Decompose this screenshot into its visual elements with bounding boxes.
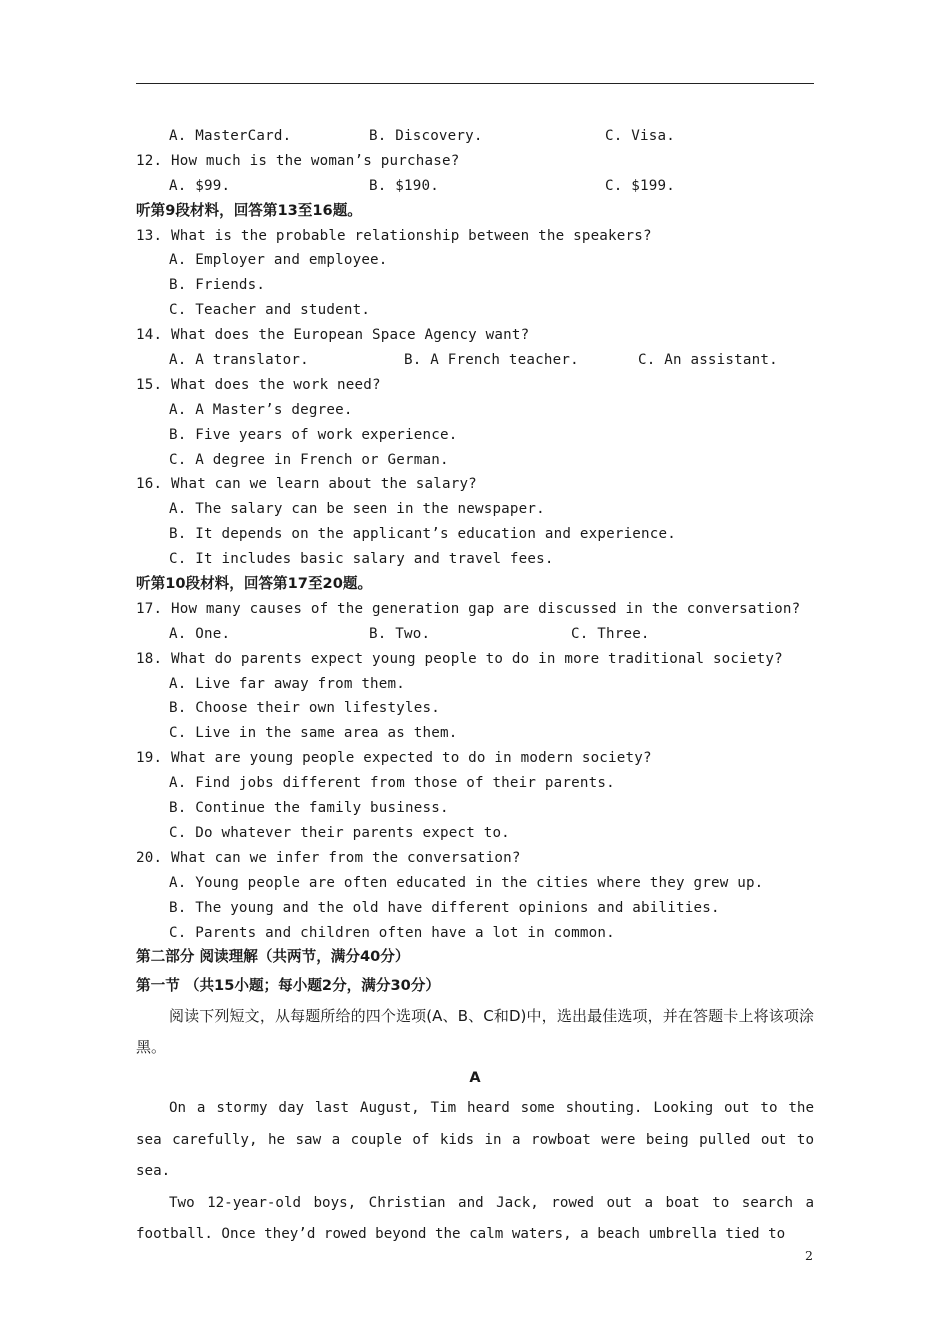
q18-option-a: A. Live far away from them.: [169, 675, 406, 692]
section9-heading: 听第9段材料，回答第13至16题。: [136, 201, 362, 219]
passage-label: A: [469, 1070, 481, 1087]
q17-option-b: B. Two.: [369, 625, 431, 642]
q13-option-a: A. Employer and employee.: [169, 252, 388, 269]
q12-option-c: C. $199.: [605, 177, 675, 194]
q17-option-a: A. One.: [169, 625, 231, 642]
q19-option-b: B. Continue the family business.: [169, 800, 449, 817]
q15-option-a: A. A Master’s degree.: [169, 401, 353, 418]
q13-option-c: C. Teacher and student.: [169, 302, 371, 319]
q12-options: [136, 174, 814, 199]
passage-paragraph-2: Two 12-year-old boys, Christian and Jack, rowed out a boat to search a football. Once they’d rowed beyond the calm waters, a beach umbrella tied to: [136, 1194, 814, 1243]
q16-question: 16. What can we learn about the salary?: [136, 476, 477, 493]
q14-question: 14. What does the European Space Agency want?: [136, 327, 530, 344]
q16-option-b: B. It depends on the applicant’s education and experience.: [169, 526, 677, 543]
q18-option-b: B. Choose their own lifestyles.: [169, 700, 440, 717]
section10-heading: 听第10段材料，回答第17至20题。: [136, 575, 373, 593]
q14-option-a: A. A translator.: [169, 352, 309, 369]
q12-option-b: B. $190.: [369, 177, 439, 194]
q14-options: [136, 348, 814, 373]
page-content: [136, 124, 814, 1251]
q13-option-b: B. Friends.: [169, 277, 266, 294]
q11-option-a: A. MasterCard.: [169, 128, 292, 144]
q16-option-a: A. The salary can be seen in the newspaper.: [169, 501, 545, 518]
passage-paragraph-1: On a stormy day last August, Tim heard some shouting. Looking out to the sea carefully, he saw a couple of kids in a rowboat were being pulled out to sea.: [136, 1100, 814, 1180]
q18-option-c: C. Live in the same area as them.: [169, 725, 458, 742]
q16-option-c: C. It includes basic salary and travel fees.: [169, 551, 554, 568]
q17-options: [136, 622, 814, 647]
q11-option-b: B. Discovery.: [369, 128, 483, 144]
section1-heading: 第一节 （共15小题；每小题2分，满分30分）: [136, 977, 440, 995]
q18-question: 18. What do parents expect young people to do in more traditional society?: [136, 650, 783, 667]
q17-option-c: C. Three.: [571, 625, 650, 642]
q14-option-c: C. An assistant.: [638, 352, 778, 369]
q15-option-b: B. Five years of work experience.: [169, 426, 458, 443]
q20-option-a: A. Young people are often educated in the cities where they grew up.: [169, 874, 764, 891]
q12-question: 12. How much is the woman’s purchase?: [136, 152, 460, 169]
q20-option-b: B. The young and the old have different opinions and abilities.: [169, 899, 720, 916]
page-number: 2: [805, 1248, 813, 1263]
q11-options: [136, 124, 814, 149]
q11-option-c: C. Visa.: [605, 128, 675, 144]
q17-question: 17. How many causes of the generation gap are discussed in the conversation?: [136, 600, 801, 617]
reading-instructions: 阅读下列短文，从每题所给的四个选项(A、B、C和D)中，选出最佳选项，并在答题卡上将该项涂黑。: [136, 1007, 814, 1057]
q19-option-a: A. Find jobs different from those of their parents.: [169, 775, 615, 792]
q15-option-c: C. A degree in French or German.: [169, 451, 449, 468]
q20-question: 20. What can we infer from the conversation?: [136, 849, 521, 866]
q20-option-c: C. Parents and children often have a lot in common.: [169, 924, 615, 941]
q14-option-b: B. A French teacher.: [404, 352, 579, 369]
q12-option-a: A. $99.: [169, 177, 231, 194]
q19-option-c: C. Do whatever their parents expect to.: [169, 824, 510, 841]
header-rule: [136, 83, 814, 84]
q15-question: 15. What does the work need?: [136, 376, 381, 393]
part2-heading: 第二部分 阅读理解（共两节，满分40分）: [136, 948, 410, 966]
q19-question: 19. What are young people expected to do in modern society?: [136, 750, 652, 767]
q13-question: 13. What is the probable relationship between the speakers?: [136, 227, 652, 244]
